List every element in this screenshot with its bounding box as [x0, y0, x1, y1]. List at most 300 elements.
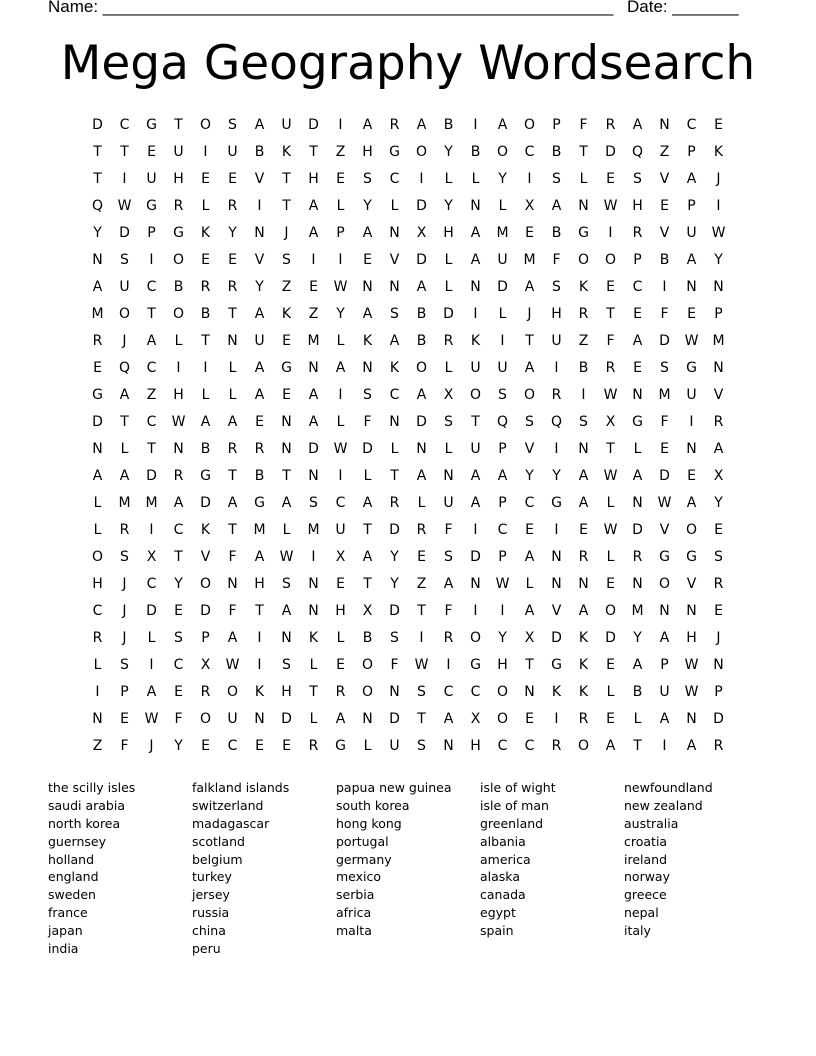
page-title: Mega Geography Wordsearch [60, 36, 756, 91]
grid-cell: N [578, 576, 589, 592]
grid-cell: S [390, 630, 399, 646]
grid-cell: Y [390, 576, 399, 592]
grid-cell: D [605, 144, 616, 160]
grid-cell: A [200, 414, 211, 430]
grid-cell: N [227, 333, 238, 349]
grid-cell: N [281, 414, 292, 430]
grid-cell: R [173, 198, 184, 214]
grid-cell: A [632, 468, 643, 484]
grid-cell: D [92, 414, 103, 430]
grid-cell: T [120, 414, 129, 430]
grid-cell: D [200, 603, 211, 619]
grid-cell: N [308, 576, 319, 592]
grid-cell: D [389, 711, 400, 727]
grid-cell: D [119, 225, 130, 241]
grid-cell: Y [444, 144, 453, 160]
grid-cell: L [498, 306, 507, 322]
grid-cell: L [390, 441, 399, 457]
grid-cell: L [309, 711, 318, 727]
grid-row [84, 436, 732, 463]
grid-cell: A [92, 279, 103, 295]
grid-cell: E [606, 576, 615, 592]
word-item: papua new guinea [336, 780, 452, 795]
grid-cell: T [147, 306, 156, 322]
grid-row [84, 652, 732, 679]
grid-cell: X [443, 387, 454, 403]
grid-cell: I [554, 522, 559, 538]
grid-cell: Y [714, 252, 723, 268]
grid-cell: P [147, 225, 156, 241]
grid-row [84, 139, 732, 166]
grid-cell: L [363, 468, 372, 484]
grid-cell: I [554, 711, 559, 727]
grid-cell: F [552, 252, 561, 268]
grid-cell: J [716, 630, 721, 646]
grid-cell: X [200, 657, 211, 673]
grid-cell: Q [631, 144, 644, 160]
grid-cell: R [92, 333, 103, 349]
grid-cell: Z [281, 279, 292, 295]
grid-cell: S [120, 549, 129, 565]
grid-cell: L [633, 711, 642, 727]
grid-cell: K [578, 279, 589, 295]
grid-row [84, 247, 732, 274]
grid-cell: L [498, 198, 507, 214]
grid-cell: L [579, 171, 588, 187]
grid-row [84, 463, 732, 490]
word-item: isle of man [480, 797, 549, 813]
letter-grid [84, 112, 732, 760]
grid-cell: U [281, 117, 292, 133]
grid-cell: I [446, 657, 451, 673]
grid-cell: R [713, 738, 724, 754]
grid-cell: S [552, 171, 561, 187]
grid-cell: G [335, 738, 346, 754]
grid-cell: A [632, 117, 643, 133]
grid-cell: C [497, 738, 508, 754]
grid-row [84, 193, 732, 220]
grid-cell: K [200, 225, 211, 241]
grid-cell: U [497, 252, 508, 268]
grid-cell: P [633, 252, 642, 268]
grid-cell: A [308, 387, 319, 403]
grid-cell: I [338, 117, 343, 133]
grid-cell: F [660, 414, 669, 430]
grid-cell: L [336, 414, 345, 430]
grid-cell: N [686, 603, 697, 619]
grid-cell: R [92, 630, 103, 646]
grid-cell: I [500, 603, 505, 619]
word-item: norway [624, 869, 670, 885]
grid-cell: L [93, 657, 102, 673]
word-item: croatia [624, 833, 668, 849]
word-item: australia [624, 815, 679, 831]
word-item: india [48, 941, 79, 957]
grid-cell: S [633, 171, 642, 187]
grid-cell: A [578, 495, 589, 511]
grid-cell: W [144, 711, 159, 727]
grid-cell: O [523, 117, 536, 133]
grid-cell: N [281, 630, 292, 646]
grid-cell: N [470, 279, 481, 295]
grid-cell: Z [578, 333, 589, 349]
grid-cell: A [254, 117, 265, 133]
grid-cell: A [659, 711, 670, 727]
grid-cell: G [146, 198, 157, 214]
grid-cell: Y [498, 630, 507, 646]
grid-cell: E [714, 117, 723, 133]
grid-cell: W [495, 576, 510, 592]
grid-cell: H [632, 198, 643, 214]
grid-cell: H [497, 657, 508, 673]
word-item: england [48, 869, 99, 885]
grid-cell: U [497, 360, 508, 376]
grid-cell: K [200, 522, 211, 538]
grid-cell: R [632, 549, 643, 565]
grid-cell: A [659, 630, 670, 646]
grid-cell: N [551, 576, 562, 592]
word-column [192, 779, 332, 958]
grid-cell: B [416, 333, 427, 349]
grid-cell: D [497, 279, 508, 295]
grid-cell: K [578, 657, 589, 673]
grid-cell: W [684, 657, 699, 673]
grid-cell: E [282, 738, 291, 754]
grid-cell: U [659, 684, 670, 700]
grid-cell: H [686, 630, 697, 646]
grid-cell: G [173, 225, 184, 241]
grid-cell: I [419, 171, 424, 187]
grid-cell: P [498, 549, 507, 565]
grid-cell: S [525, 414, 534, 430]
word-item: portugal [336, 833, 389, 849]
grid-cell: E [201, 171, 210, 187]
grid-cell: X [416, 225, 427, 241]
grid-cell: N [308, 468, 319, 484]
grid-cell: E [363, 252, 372, 268]
grid-cell: B [659, 252, 670, 268]
grid-row [84, 409, 732, 436]
grid-cell: L [444, 279, 453, 295]
grid-cell: K [281, 306, 292, 322]
grid-cell: A [362, 117, 373, 133]
grid-cell: E [201, 252, 210, 268]
grid-cell: W [711, 225, 726, 241]
grid-cell: A [119, 387, 130, 403]
grid-cell: C [92, 603, 103, 619]
word-item: america [480, 851, 531, 867]
grid-cell: B [416, 306, 427, 322]
grid-cell: E [255, 414, 264, 430]
grid-cell: V [713, 387, 724, 403]
grid-cell: C [227, 738, 238, 754]
grid-cell: Z [416, 576, 427, 592]
word-item: the scilly isles [48, 780, 136, 795]
grid-row [84, 220, 732, 247]
grid-cell: A [443, 711, 454, 727]
grid-cell: R [335, 684, 346, 700]
grid-cell: I [689, 414, 694, 430]
grid-cell: A [362, 306, 373, 322]
grid-cell: O [361, 657, 374, 673]
word-item: mexico [336, 869, 382, 885]
grid-cell: V [659, 522, 670, 538]
grid-cell: A [443, 576, 454, 592]
grid-cell: J [284, 225, 289, 241]
grid-cell: I [122, 171, 127, 187]
grid-cell: T [228, 306, 237, 322]
grid-cell: A [686, 171, 697, 187]
grid-cell: R [200, 279, 211, 295]
grid-cell: H [551, 306, 562, 322]
grid-cell: X [335, 549, 346, 565]
grid-cell: R [254, 441, 265, 457]
grid-cell: D [443, 306, 454, 322]
grid-cell: V [659, 171, 670, 187]
grid-cell: E [147, 144, 156, 160]
grid-cell: A [254, 549, 265, 565]
grid-cell: Z [146, 387, 157, 403]
grid-cell: C [173, 522, 184, 538]
grid-cell: D [362, 441, 373, 457]
grid-cell: F [174, 711, 183, 727]
grid-cell: N [524, 684, 535, 700]
grid-cell: N [92, 711, 103, 727]
date-field[interactable]: Date: _______ [627, 0, 739, 16]
grid-cell: M [658, 387, 671, 403]
grid-cell: H [470, 738, 481, 754]
grid-cell: Y [525, 468, 534, 484]
grid-cell: S [228, 117, 237, 133]
grid-cell: B [200, 306, 211, 322]
grid-cell: P [714, 306, 723, 322]
grid-cell: H [335, 603, 346, 619]
grid-cell: K [308, 630, 319, 646]
grid-cell: O [604, 603, 617, 619]
grid-cell: Y [552, 468, 561, 484]
grid-row [84, 274, 732, 301]
grid-cell: T [228, 468, 237, 484]
grid-cell: A [578, 468, 589, 484]
grid-cell: V [551, 603, 562, 619]
grid-cell: A [524, 360, 535, 376]
grid-cell: A [686, 738, 697, 754]
grid-cell: N [254, 225, 265, 241]
grid-cell: B [173, 279, 184, 295]
word-column [480, 779, 620, 940]
grid-cell: F [606, 333, 615, 349]
grid-cell: D [470, 549, 481, 565]
grid-cell: A [578, 603, 589, 619]
grid-cell: N [632, 576, 643, 592]
grid-cell: F [390, 657, 399, 673]
grid-cell: G [254, 495, 265, 511]
grid-cell: V [659, 225, 670, 241]
grid-cell: L [120, 441, 129, 457]
grid-cell: Y [174, 738, 183, 754]
grid-row [84, 301, 732, 328]
grid-cell: O [415, 360, 428, 376]
grid-cell: E [417, 549, 426, 565]
grid-cell: L [93, 522, 102, 538]
name-field[interactable]: Name: ______________________________________________________ [48, 0, 614, 16]
grid-row [84, 328, 732, 355]
grid-cell: R [308, 738, 319, 754]
grid-cell: N [227, 576, 238, 592]
grid-cell: I [149, 252, 154, 268]
grid-cell: L [228, 360, 237, 376]
grid-cell: E [606, 171, 615, 187]
grid-cell: I [338, 252, 343, 268]
grid-cell: N [92, 441, 103, 457]
grid-cell: W [603, 387, 618, 403]
grid-cell: I [149, 522, 154, 538]
grid-cell: O [415, 144, 428, 160]
grid-cell: N [713, 657, 724, 673]
grid-cell: I [716, 198, 721, 214]
grid-cell: C [443, 684, 454, 700]
word-item: africa [336, 905, 372, 921]
word-item: newfoundland [624, 780, 713, 795]
grid-cell: O [91, 549, 104, 565]
grid-cell: J [527, 306, 532, 322]
grid-cell: Q [91, 198, 104, 214]
grid-cell: I [608, 225, 613, 241]
grid-cell: D [605, 630, 616, 646]
grid-cell: L [444, 252, 453, 268]
grid-cell: A [173, 495, 184, 511]
grid-cell: O [172, 306, 185, 322]
word-item: north korea [48, 815, 121, 831]
grid-cell: O [658, 576, 671, 592]
grid-cell: V [389, 252, 400, 268]
word-item: greenland [480, 815, 544, 831]
grid-cell: E [309, 279, 318, 295]
grid-cell: A [416, 279, 427, 295]
grid-cell: P [687, 198, 696, 214]
grid-cell: F [660, 306, 669, 322]
grid-cell: B [254, 144, 265, 160]
grid-cell: E [606, 657, 615, 673]
grid-cell: M [496, 225, 509, 241]
grid-cell: L [282, 522, 291, 538]
grid-cell: L [309, 657, 318, 673]
grid-row [84, 598, 732, 625]
grid-cell: I [419, 630, 424, 646]
grid-cell: I [554, 360, 559, 376]
grid-cell: D [146, 468, 157, 484]
grid-cell: I [662, 738, 667, 754]
grid-cell: O [172, 252, 185, 268]
grid-cell: R [605, 117, 616, 133]
grid-cell: D [308, 441, 319, 457]
grid-cell: T [174, 549, 183, 565]
grid-cell: O [685, 522, 698, 538]
grid-cell: I [473, 603, 478, 619]
grid-cell: K [713, 144, 724, 160]
word-item: madagascar [192, 815, 270, 831]
word-item: saudi arabia [48, 797, 126, 813]
grid-cell: Q [496, 414, 509, 430]
grid-cell: D [416, 414, 427, 430]
grid-cell: S [120, 657, 129, 673]
grid-cell: D [281, 711, 292, 727]
grid-cell: T [525, 657, 534, 673]
grid-cell: A [686, 252, 697, 268]
grid-cell: A [362, 549, 373, 565]
grid-cell: A [254, 387, 265, 403]
grid-cell: R [389, 495, 400, 511]
grid-cell: T [93, 171, 102, 187]
word-item: japan [48, 923, 83, 939]
grid-cell: S [579, 414, 588, 430]
word-item: scotland [192, 833, 245, 849]
grid-cell: L [93, 495, 102, 511]
grid-cell: N [389, 414, 400, 430]
grid-cell: S [714, 549, 723, 565]
grid-cell: H [281, 684, 292, 700]
grid-cell: I [338, 387, 343, 403]
grid-cell: T [309, 144, 318, 160]
grid-cell: V [254, 171, 265, 187]
grid-cell: L [228, 387, 237, 403]
grid-cell: A [632, 657, 643, 673]
grid-cell: J [122, 630, 127, 646]
grid-cell: N [713, 360, 724, 376]
grid-cell: S [444, 549, 453, 565]
word-item: china [192, 923, 226, 939]
grid-cell: F [444, 522, 453, 538]
grid-cell: A [524, 279, 535, 295]
grid-cell: A [308, 414, 319, 430]
grid-cell: N [362, 711, 373, 727]
grid-cell: R [551, 738, 562, 754]
grid-cell: I [95, 684, 100, 700]
grid-cell: A [119, 468, 130, 484]
grid-cell: N [578, 441, 589, 457]
grid-cell: A [524, 603, 535, 619]
word-item: falkland islands [192, 780, 290, 795]
grid-cell: L [336, 630, 345, 646]
grid-row [84, 382, 732, 409]
grid-cell: P [552, 117, 561, 133]
grid-cell: A [416, 117, 427, 133]
grid-cell: C [119, 117, 130, 133]
grid-cell: H [308, 171, 319, 187]
grid-cell: D [389, 522, 400, 538]
grid-row [84, 355, 732, 382]
grid-cell: Y [174, 576, 183, 592]
grid-cell: D [713, 711, 724, 727]
grid-cell: C [524, 495, 535, 511]
grid-cell: T [471, 414, 480, 430]
grid-cell: H [92, 576, 103, 592]
grid-cell: L [444, 171, 453, 187]
grid-cell: A [713, 441, 724, 457]
grid-cell: A [335, 360, 346, 376]
grid-cell: U [119, 279, 130, 295]
grid-cell: K [254, 684, 265, 700]
grid-cell: B [254, 468, 265, 484]
grid-cell: T [282, 468, 291, 484]
grid-cell: W [279, 549, 294, 565]
grid-cell: M [118, 495, 131, 511]
grid-cell: M [523, 252, 536, 268]
header [48, 0, 748, 19]
grid-cell: W [414, 657, 429, 673]
grid-cell: A [227, 495, 238, 511]
grid-cell: A [470, 468, 481, 484]
